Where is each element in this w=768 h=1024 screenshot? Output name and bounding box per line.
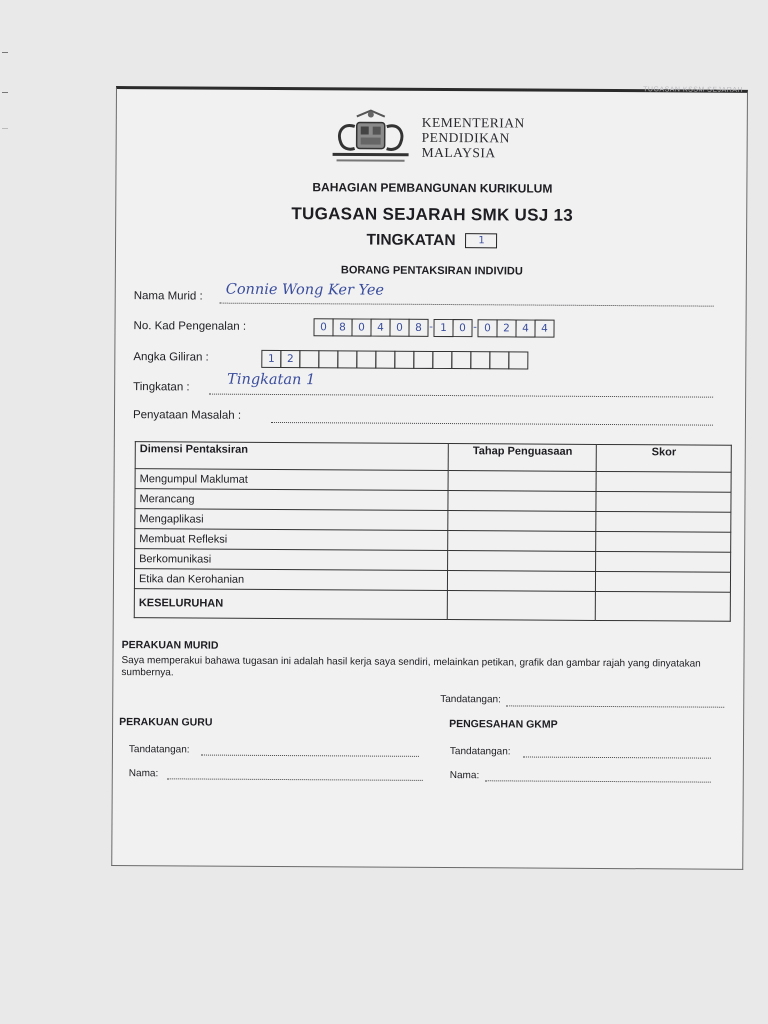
- ministry-line-2: PENDIDIKAN: [421, 129, 510, 146]
- ic-number-boxes[interactable]: [313, 318, 553, 337]
- total-label-cell: KESELURUHAN: [134, 589, 448, 620]
- teacher-name-label: Nama:: [128, 768, 159, 780]
- page-margin-mark: [2, 128, 8, 129]
- digit-box[interactable]: 1: [261, 350, 281, 368]
- student-name-line: [220, 303, 714, 307]
- header-note: TUGASAN KSSM SEJARAH: [643, 86, 744, 94]
- dimension-cell: Merancang: [135, 489, 449, 511]
- mastery-cell[interactable]: [448, 571, 596, 592]
- digit-box[interactable]: [394, 351, 414, 369]
- digit-box[interactable]: [413, 351, 433, 369]
- digit-box[interactable]: [299, 350, 319, 368]
- gkmp-heading: PENGESAHAN GKMP: [449, 718, 558, 731]
- col-header-dimension: Dimensi Pentaksiran: [135, 442, 449, 471]
- teacher-signature-line[interactable]: [201, 755, 419, 757]
- level-label: Tingkatan :: [133, 381, 190, 394]
- level-value[interactable]: Tingkatan 1: [227, 371, 316, 389]
- dimension-cell: Mengaplikasi: [135, 509, 449, 531]
- ministry-line-1: KEMENTERIAN: [421, 114, 525, 131]
- score-cell[interactable]: [596, 571, 731, 592]
- score-cell[interactable]: [596, 491, 731, 512]
- problem-statement-label: Penyataan Masalah :: [132, 409, 242, 422]
- digit-box[interactable]: 8: [332, 318, 352, 336]
- coat-of-arms-emblem: [327, 108, 415, 165]
- assessment-table: [134, 441, 732, 622]
- total-score-cell[interactable]: [595, 591, 730, 621]
- mastery-cell[interactable]: [448, 471, 596, 492]
- digit-box[interactable]: [451, 351, 471, 369]
- student-signature-label: Tandatangan:: [440, 693, 501, 706]
- digit-box[interactable]: -: [473, 321, 477, 334]
- student-declaration-text: Saya memperakui bahawa tugasan ini adalah hasil kerja saya sendiri, melainkan petikan, grafik dan gambar rajah yang dinyatakan sumbernya.: [121, 655, 701, 679]
- total-row: [134, 589, 730, 622]
- department-heading: BAHAGIAN PEMBANGUNAN KURIKULUM: [312, 180, 553, 196]
- table-header-row: [135, 442, 731, 473]
- form-level-box[interactable]: 1: [465, 234, 497, 249]
- ministry-name: [422, 115, 525, 161]
- digit-box[interactable]: [489, 351, 509, 369]
- score-cell[interactable]: [596, 551, 731, 572]
- digit-box[interactable]: 0: [389, 319, 409, 337]
- form-level-heading: [116, 230, 748, 252]
- dimension-cell: Etika dan Kerohanian: [134, 569, 448, 591]
- dimension-cell: Mengumpul Maklumat: [135, 469, 449, 491]
- col-header-score: Skor: [596, 444, 731, 472]
- student-declaration-heading: PERAKUAN MURID: [121, 639, 219, 652]
- problem-statement-line: [271, 422, 713, 426]
- assessment-form: [111, 86, 748, 870]
- digit-box[interactable]: [432, 351, 452, 369]
- form-subtitle: BORANG PENTAKSIRAN INDIVIDU: [340, 264, 523, 278]
- gkmp-name-line[interactable]: [485, 780, 711, 782]
- digit-box[interactable]: [508, 351, 528, 369]
- digit-box[interactable]: [337, 350, 357, 368]
- level-line: [209, 394, 713, 398]
- score-cell[interactable]: [596, 531, 731, 552]
- student-signature-line[interactable]: [506, 705, 724, 707]
- form-level-label: TINGKATAN: [366, 231, 456, 250]
- digit-box[interactable]: 2: [280, 350, 300, 368]
- gkmp-signature-line[interactable]: [523, 756, 711, 758]
- mastery-cell[interactable]: [448, 491, 596, 512]
- digit-box[interactable]: 4: [534, 320, 554, 338]
- digit-box[interactable]: 0: [477, 319, 497, 337]
- digit-box[interactable]: -: [429, 320, 433, 333]
- assignment-title: TUGASAN SEJARAH SMK USJ 13: [291, 204, 574, 225]
- ic-number-label: No. Kad Pengenalan :: [133, 320, 247, 333]
- digit-box[interactable]: 0: [351, 318, 371, 336]
- teacher-signature-label: Tandatangan:: [128, 744, 190, 756]
- digit-box[interactable]: 1: [433, 319, 453, 337]
- score-cell[interactable]: [596, 471, 731, 492]
- total-mastery-cell[interactable]: [448, 591, 596, 621]
- digit-box[interactable]: 4: [370, 319, 390, 337]
- teacher-name-line[interactable]: [167, 778, 423, 781]
- index-number-boxes[interactable]: [261, 350, 527, 370]
- mastery-cell[interactable]: [448, 531, 596, 552]
- digit-box[interactable]: [375, 351, 395, 369]
- digit-box[interactable]: [470, 351, 490, 369]
- digit-box[interactable]: [318, 350, 338, 368]
- col-header-mastery: Tahap Penguasaan: [449, 444, 597, 472]
- index-number-label: Angka Giliran :: [133, 351, 209, 364]
- digit-box[interactable]: 8: [408, 319, 428, 337]
- mastery-cell[interactable]: [448, 551, 596, 572]
- score-cell[interactable]: [596, 511, 731, 532]
- gkmp-name-label: Nama:: [449, 770, 480, 782]
- digit-box[interactable]: [356, 350, 376, 368]
- teacher-declaration-heading: PERAKUAN GURU: [119, 716, 213, 729]
- ministry-line-3: MALAYSIA: [421, 144, 496, 161]
- digit-box[interactable]: 4: [515, 319, 535, 337]
- page-margin-mark: [2, 92, 8, 93]
- digit-box[interactable]: 0: [313, 318, 333, 336]
- student-name-value[interactable]: Connie Wong Ker Yee: [225, 281, 385, 299]
- digit-box[interactable]: 2: [496, 319, 516, 337]
- dimension-cell: Membuat Refleksi: [135, 529, 449, 551]
- mastery-cell[interactable]: [448, 511, 596, 532]
- digit-box[interactable]: 0: [452, 319, 472, 337]
- student-name-label: Nama Murid :: [133, 290, 203, 303]
- page-margin-mark: [2, 52, 8, 53]
- gkmp-signature-label: Tandatangan:: [449, 746, 511, 758]
- dimension-cell: Berkomunikasi: [135, 549, 449, 571]
